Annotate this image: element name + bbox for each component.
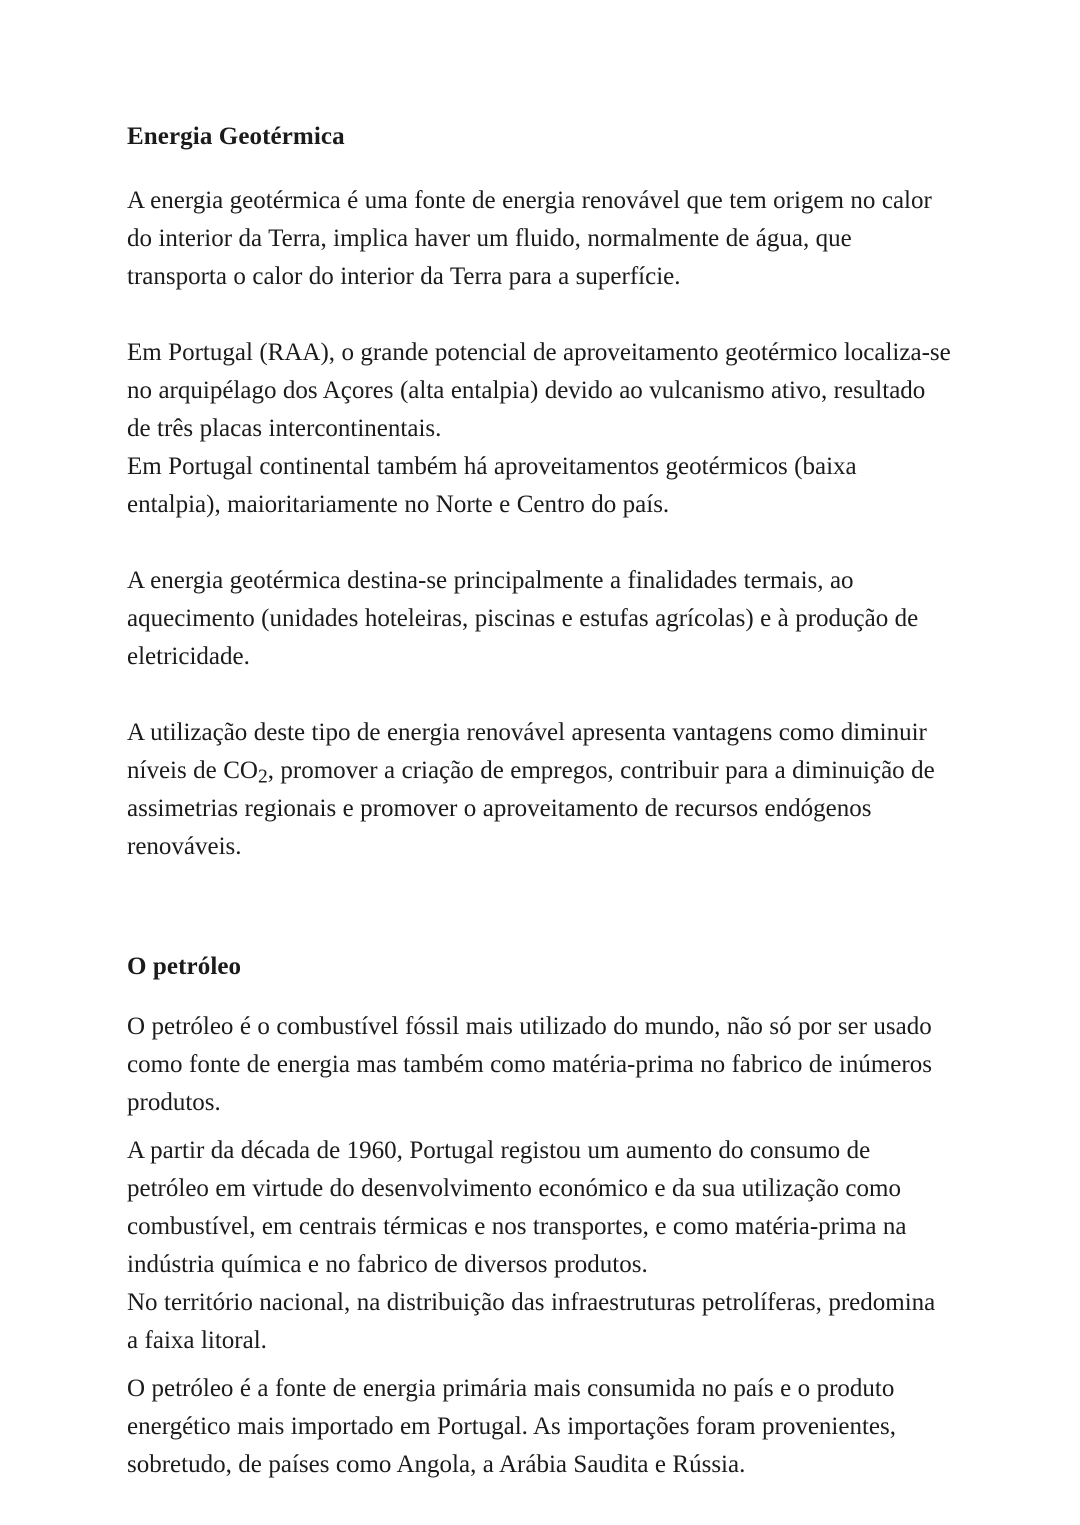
heading-energia-geotermica: Energia Geotérmica — [127, 123, 345, 150]
co2-subscript: 2 — [257, 766, 268, 788]
paragraph-line: Em Portugal continental também há aproveitamentos geotérmicos (baixa entalpia), maioritariamente no Norte e Centro do país. — [127, 453, 857, 518]
paragraph-geotermica-finalidades: A energia geotérmica destina-se principalmente a finalidades termais, ao aquecimento (unidades hoteleiras, piscinas e estufas agrícolas) e à produção de eletricidade. — [127, 567, 919, 670]
document-text-column — [127, 118, 951, 1484]
paragraph-line: A partir da década de 1960, Portugal registou um aumento do consumo de petróleo em virtude do desenvolvimento económico e da sua utilização como combustível, em centrais térmicas e nos transportes, e como matéria-prima na indústria química e no fabrico de diversos produtos. — [127, 1137, 907, 1278]
paragraph-geotermica-acores — [127, 334, 951, 524]
paragraph-line: No território nacional, na distribuição das infraestruturas petrolíferas, predomina a faixa litoral. — [127, 1289, 936, 1354]
paragraph-lead-text: A utilização deste tipo de energia renovável apresenta vantagens como diminuir níveis de CO — [127, 719, 927, 784]
paragraph-tail-text: , promover a criação de empregos, contribuir para a diminuição de assimetrias regionais e promover o aproveitamento de recursos endógenos renováveis. — [127, 757, 935, 860]
paragraph-petroleo-importacoes: O petróleo é a fonte de energia primária mais consumida no país e o produto energético mais importado em Portugal. As importações foram provenientes, sobretudo, de países como Angola, a Arábia Saudita e Rússia. — [127, 1375, 896, 1478]
heading-o-petroleo: O petróleo — [127, 953, 242, 980]
paragraph-petroleo-combustivel: O petróleo é o combustível fóssil mais utilizado do mundo, não só por ser usado como fonte de energia mas também como matéria-prima no fabrico de inúmeros produtos. — [127, 1013, 932, 1116]
paragraph-geotermica-vantagens — [127, 714, 951, 866]
paragraph-petroleo-decada-1960 — [127, 1132, 951, 1360]
paragraph-geotermica-definicao: A energia geotérmica é uma fonte de energia renovável que tem origem no calor do interior da Terra, implica haver um fluido, normalmente de água, que transporta o calor do interior da Terra para a superfície. — [127, 187, 932, 290]
paragraph-line: Em Portugal (RAA), o grande potencial de aproveitamento geotérmico localiza-se no arquipélago dos Açores (alta entalpia) devido ao vulcanismo ativo, resultado de três placas intercontinentais. — [127, 339, 951, 442]
